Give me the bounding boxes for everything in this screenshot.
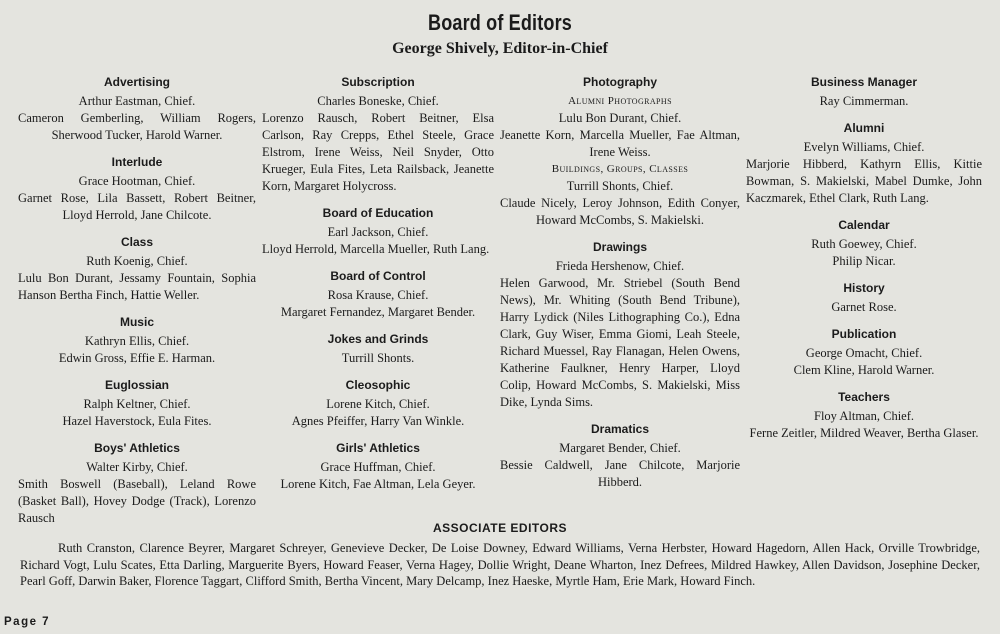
section-history — [746, 280, 982, 316]
section-heading: Calendar — [838, 218, 890, 232]
section-heading: Board of Control — [330, 269, 426, 283]
section-subscription — [262, 74, 494, 195]
section-dramatics — [500, 421, 740, 491]
section-class — [18, 234, 256, 304]
section-heading: Business Manager — [810, 75, 918, 89]
section-heading: Jokes and Grinds — [327, 332, 429, 346]
page-number: Page 7 — [4, 616, 51, 628]
column-2 — [262, 74, 494, 503]
section-members: Marjorie Hibberd, Kathyrn Ellis, Kittie Bowman, S. Makielski, Mabel Dumke, John Kaczmarek, Ethel Clark, Ruth Lang. — [746, 157, 982, 205]
section-members: Margaret Fernandez, Margaret Bender. — [280, 305, 476, 319]
section-board-of-control — [262, 268, 494, 321]
associate-editors-list: Ruth Cranston, Clarence Beyrer, Margaret Schreyer, Genevieve Decker, De Loise Downey, Edward Williams, Verna Herbster, Howard Hagedorn, Allen Hack, Orville Trowbridge, Richard Vogt, Lulu Scates, Etta Darling, Marguerite Byers, Howard Feaser, Verna Hagey, Dollie Wright, Deane Wharton, Inez Defrees, Mildred Hawkey, Allen Davidson, Josephine Decker, Pearl Goff, Darwin Baker, Florence Taggart, Clifford Smith, Bertha Vincent, Mary Delcamp, Inez Haeske, Myrtle Ham, Erie Mark, Howard Finch. — [20, 541, 980, 588]
section-chief: Margaret Bender, Chief. — [559, 441, 681, 455]
page-title: Board of Editors — [428, 10, 572, 35]
section-chief: Lorene Kitch, Chief. — [326, 397, 430, 411]
section-board-of-education — [262, 205, 494, 258]
section-heading: Music — [119, 315, 154, 329]
section-chief: Walter Kirby, Chief. — [86, 460, 188, 474]
section-chief: Kathryn Ellis, Chief. — [84, 334, 190, 348]
section-chief: George Omacht, Chief. — [805, 346, 923, 360]
section-cleosophic — [262, 377, 494, 430]
section-members: Helen Garwood, Mr. Striebel (South Bend News), Mr. Whiting (South Bend Tribune), Harry Lydick (Niles Lithographing Co.), Edna Clark, Guy Wiser, Emma Giomi, Leah Steele, Richard Muessel, Ray Flanagan, Helen Owens, Katherine Faulkner, Henry Harper, Lloyd Colip, Howard McCombs, S. Makielski, Miss Dike, Lynda Sims. — [500, 276, 740, 409]
section-chief: Ruth Koenig, Chief. — [86, 254, 188, 268]
section-chief: Ruth Goewey, Chief. — [811, 237, 917, 251]
section-members: Edwin Gross, Effie E. Harman. — [58, 351, 216, 365]
associate-editors-heading: ASSOCIATE EDITORS — [432, 521, 568, 535]
section-chief: Arthur Eastman, Chief. — [78, 94, 196, 108]
section-members: Philip Nicar. — [832, 254, 896, 268]
section-chief: Charles Boneske, Chief. — [317, 94, 439, 108]
column-1 — [18, 74, 256, 537]
editor-in-chief: George Shively, Editor-in-Chief — [392, 40, 608, 57]
section-heading: Interlude — [111, 155, 163, 169]
section-heading: Board of Education — [322, 206, 434, 220]
section-chief: Turrill Shonts. — [341, 351, 415, 365]
section-heading: History — [843, 281, 885, 295]
section-heading: Subscription — [341, 75, 415, 89]
section-chief: Frieda Hershenow, Chief. — [555, 259, 685, 273]
section-teachers — [746, 389, 982, 442]
section-members: Smith Boswell (Baseball), Leland Rowe (Basket Ball), Hovey Dodge (Track), Lorenzo Rausch — [18, 477, 256, 525]
section-members: Claude Nicely, Leroy Johnson, Edith Conyer, Howard McCombs, S. Makielski. — [500, 196, 740, 227]
section-girls-athletics — [262, 440, 494, 493]
section-heading: Photography — [583, 75, 657, 89]
section-alumni — [746, 120, 982, 207]
section-members: Lorenzo Rausch, Robert Beitner, Elsa Carlson, Ray Crepps, Ethel Steele, Grace Elstrom, Irene Weiss, Neil Snyder, Otto Krueger, Eula Fites, Leta Railsback, Jeanette Korn, Margaret Holycross. — [262, 111, 494, 193]
section-heading: Boys' Athletics — [94, 441, 180, 455]
section-interlude — [18, 154, 256, 224]
section-chief: Turrill Shonts, Chief. — [566, 179, 674, 193]
section-chief: Garnet Rose. — [831, 300, 897, 314]
section-members: Agnes Pfeiffer, Harry Van Winkle. — [291, 414, 465, 428]
section-chief: Floy Altman, Chief. — [814, 409, 914, 423]
section-business-manager — [746, 74, 982, 110]
section-jokes-and-grinds — [262, 331, 494, 367]
section-heading: Class — [120, 235, 154, 249]
section-advertising — [18, 74, 256, 144]
section-photography — [500, 74, 740, 229]
section-calendar — [746, 217, 982, 270]
section-heading: Teachers — [838, 390, 890, 404]
section-members: Clem Kline, Harold Warner. — [793, 363, 935, 377]
section-chief: Earl Jackson, Chief. — [327, 225, 429, 239]
section-heading: Dramatics — [590, 422, 650, 436]
section-members: Ferne Zeitler, Mildred Weaver, Bertha Glaser. — [749, 426, 979, 440]
section-members: Hazel Haverstock, Eula Fites. — [62, 414, 212, 428]
column-4 — [746, 74, 982, 452]
section-heading: Drawings — [592, 240, 647, 254]
section-music — [18, 314, 256, 367]
section-chief: Grace Huffman, Chief. — [320, 460, 436, 474]
section-chief: Evelyn Williams, Chief. — [803, 140, 925, 154]
section-chief: Lulu Bon Durant, Chief. — [558, 111, 682, 125]
section-members: Garnet Rose, Lila Bassett, Robert Beitner, Lloyd Herrold, Jane Chilcote. — [18, 191, 256, 222]
section-members: Jeanette Korn, Marcella Mueller, Fae Altman, Irene Weiss. — [500, 128, 740, 159]
section-members: Bessie Caldwell, Jane Chilcote, Marjorie Hibberd. — [500, 458, 740, 489]
section-heading: Euglossian — [104, 378, 169, 392]
section-drawings — [500, 239, 740, 411]
section-members: Lorene Kitch, Fae Altman, Lela Geyer. — [280, 477, 476, 491]
section-heading: Publication — [831, 327, 897, 341]
column-3 — [500, 74, 740, 501]
section-chief: Grace Hootman, Chief. — [78, 174, 196, 188]
section-publication — [746, 326, 982, 379]
subsection-heading: Alumni Photographs — [568, 95, 672, 107]
section-heading: Girls' Athletics — [336, 441, 420, 455]
section-members: Lloyd Herrold, Marcella Mueller, Ruth Lang. — [262, 242, 490, 256]
section-heading: Cleosophic — [345, 378, 411, 392]
section-heading: Alumni — [843, 121, 885, 135]
section-heading: Advertising — [103, 75, 170, 89]
section-chief: Ralph Keltner, Chief. — [83, 397, 191, 411]
subsection-heading: Buildings, Groups, Classes — [551, 163, 689, 175]
section-members: Lulu Bon Durant, Jessamy Fountain, Sophia Hanson Bertha Finch, Hattie Weller. — [18, 271, 256, 302]
section-chief: Rosa Krause, Chief. — [327, 288, 429, 302]
section-chief: Ray Cimmerman. — [819, 94, 909, 108]
section-members: Cameron Gemberling, William Rogers, Sherwood Tucker, Harold Warner. — [18, 111, 256, 142]
section-boys-athletics — [18, 440, 256, 527]
section-euglossian — [18, 377, 256, 430]
